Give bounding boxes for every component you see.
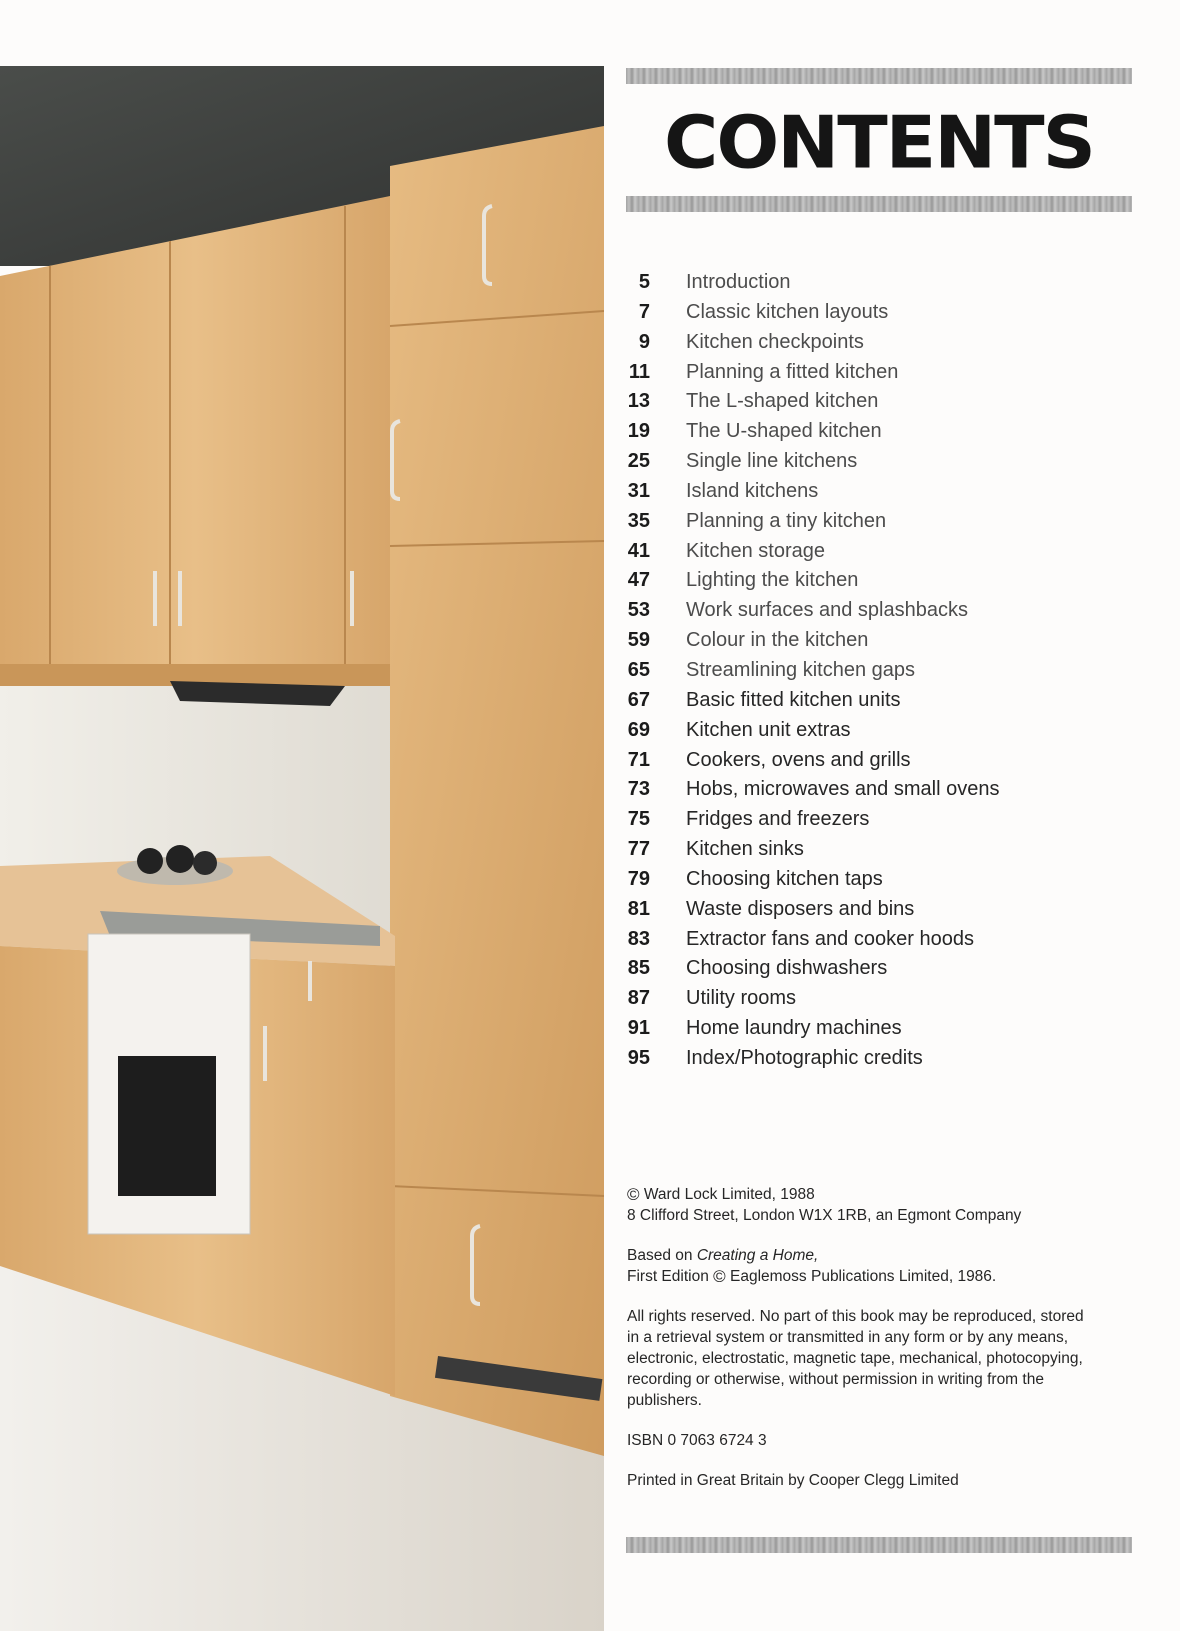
toc-page-number: 91 — [627, 1017, 650, 1040]
toc-page-number: 71 — [627, 748, 650, 771]
toc-page-number: 31 — [627, 479, 650, 502]
based-on-prefix: Based on — [627, 1247, 693, 1264]
decorative-bar-top — [626, 68, 1132, 84]
toc-entry-title: The L-shaped kitchen — [686, 390, 879, 413]
edition-line — [627, 1266, 1142, 1287]
toc-entry — [620, 1044, 1140, 1074]
toc-entry — [620, 716, 1140, 746]
rights-line: in a retrieval system or transmitted in any form or by any means, — [627, 1329, 1069, 1346]
copyright-line — [627, 1184, 1142, 1205]
toc-entry — [620, 537, 1140, 567]
toc-entry-title: Hobs, microwaves and small ovens — [686, 778, 1000, 801]
toc-entry-title: Utility rooms — [686, 987, 797, 1010]
toc-entry-title: Work surfaces and splashbacks — [686, 599, 968, 622]
toc-entry — [620, 895, 1140, 925]
decorative-bar-bottom — [626, 1537, 1132, 1553]
printer-credit: Printed in Great Britain by Cooper Clegg Limited — [627, 1472, 959, 1489]
toc-page-number: 79 — [627, 867, 650, 890]
toc-page-number: 13 — [627, 390, 650, 413]
imprint — [627, 1184, 1142, 1510]
based-on-title: Creating a Home, — [696, 1247, 819, 1264]
edition-copyright-symbol: © — [713, 1267, 726, 1286]
toc-page-number: 83 — [627, 927, 650, 950]
toc-page-number: 69 — [627, 718, 650, 741]
toc-entry — [620, 417, 1140, 447]
toc-entry — [620, 1014, 1140, 1044]
toc-page-number: 25 — [627, 450, 650, 473]
toc-entry-title: Choosing dishwashers — [686, 957, 888, 980]
toc-page-number: 87 — [627, 987, 650, 1010]
toc-page-number: 7 — [638, 300, 650, 323]
toc-entry — [620, 805, 1140, 835]
toc-entry-title: The U-shaped kitchen — [686, 420, 882, 443]
toc-entry — [620, 626, 1140, 656]
toc-entry-title: Kitchen storage — [686, 539, 825, 562]
toc-entry — [620, 835, 1140, 865]
toc-entry-title: Single line kitchens — [686, 450, 858, 473]
toc-entry-title: Kitchen checkpoints — [686, 330, 864, 353]
toc-entry-title: Planning a fitted kitchen — [686, 360, 899, 383]
toc-page-number: 95 — [627, 1046, 650, 1069]
toc-page-number: 9 — [638, 330, 650, 353]
toc-entry-title: Basic fitted kitchen units — [686, 688, 901, 711]
copyright-symbol: © — [627, 1185, 640, 1204]
toc-entry-title: Island kitchens — [686, 479, 819, 502]
toc-entry — [620, 268, 1140, 298]
toc-entry — [620, 686, 1140, 716]
toc-entry-title: Choosing kitchen taps — [686, 867, 883, 890]
rights-line: publishers. — [627, 1392, 702, 1409]
toc-entry-title: Introduction — [686, 271, 791, 293]
rights-line: electronic, electrostatic, magnetic tape, mechanical, photocopying, — [627, 1350, 1083, 1367]
based-on-line — [627, 1245, 1142, 1266]
rights-line: recording or otherwise, without permission in writing from the — [627, 1371, 1044, 1388]
toc-entry — [620, 865, 1140, 895]
toc-entry-title: Waste disposers and bins — [686, 897, 915, 920]
toc-entry — [620, 984, 1140, 1014]
toc-entry — [620, 507, 1140, 537]
edition-prefix: First Edition — [627, 1268, 709, 1285]
toc-entry — [620, 954, 1140, 984]
toc-page-number: 77 — [627, 838, 650, 861]
toc-entry — [620, 656, 1140, 686]
toc-entry-title: Index/Photographic credits — [686, 1046, 923, 1069]
page-title: CONTENTS — [664, 100, 1094, 186]
toc-page-number: 41 — [627, 539, 650, 562]
toc-page-number: 47 — [627, 569, 650, 592]
toc-entry-title: Lighting the kitchen — [686, 569, 859, 592]
toc-entry — [620, 596, 1140, 626]
toc-page-number: 19 — [627, 420, 650, 443]
toc-entry — [620, 328, 1140, 358]
toc-entry-title: Colour in the kitchen — [686, 629, 869, 652]
toc-entry-title: Planning a tiny kitchen — [686, 509, 887, 532]
toc-entry — [620, 775, 1140, 805]
toc-entry-title: Fridges and freezers — [686, 808, 870, 831]
rights-notice — [627, 1306, 1142, 1411]
toc-entry — [620, 387, 1140, 417]
toc-entry-title: Cookers, ovens and grills — [686, 748, 911, 771]
rights-line: All rights reserved. No part of this book may be reproduced, stored — [627, 1308, 1084, 1325]
copyright-text: Ward Lock Limited, 1988 — [643, 1186, 815, 1203]
isbn: ISBN 0 7063 6724 3 — [627, 1432, 767, 1449]
toc-page-number: 75 — [627, 808, 650, 831]
toc-entry — [620, 358, 1140, 388]
toc-entry-title: Streamlining kitchen gaps — [686, 658, 916, 681]
kitchen-photo — [0, 66, 604, 1631]
toc-entry-title: Classic kitchen layouts — [686, 300, 889, 323]
toc-page-number: 11 — [628, 360, 650, 383]
toc-entry — [620, 566, 1140, 596]
toc-entry-title: Kitchen sinks — [686, 838, 804, 861]
toc-entry-title: Kitchen unit extras — [686, 718, 851, 741]
decorative-bar-middle — [626, 196, 1132, 212]
edition-text: Eaglemoss Publications Limited, 1986. — [730, 1268, 997, 1285]
toc-entry-title: Extractor fans and cooker hoods — [686, 927, 974, 950]
toc-page-number: 65 — [627, 658, 650, 681]
toc-page-number: 35 — [627, 509, 650, 532]
toc-entry — [620, 298, 1140, 328]
table-of-contents — [620, 268, 1140, 1074]
publisher-address: 8 Clifford Street, London W1X 1RB, an Egmont Company — [627, 1207, 1022, 1224]
toc-page-number: 59 — [627, 629, 650, 652]
toc-entry — [620, 746, 1140, 776]
toc-page-number: 5 — [638, 271, 650, 293]
toc-page-number: 53 — [627, 599, 650, 622]
toc-page-number: 73 — [627, 778, 650, 801]
toc-entry — [620, 447, 1140, 477]
toc-page-number: 85 — [627, 957, 650, 980]
toc-page-number: 67 — [627, 688, 650, 711]
toc-page-number: 81 — [627, 897, 650, 920]
toc-entry — [620, 925, 1140, 955]
toc-entry — [620, 477, 1140, 507]
toc-entry-title: Home laundry machines — [686, 1017, 902, 1040]
